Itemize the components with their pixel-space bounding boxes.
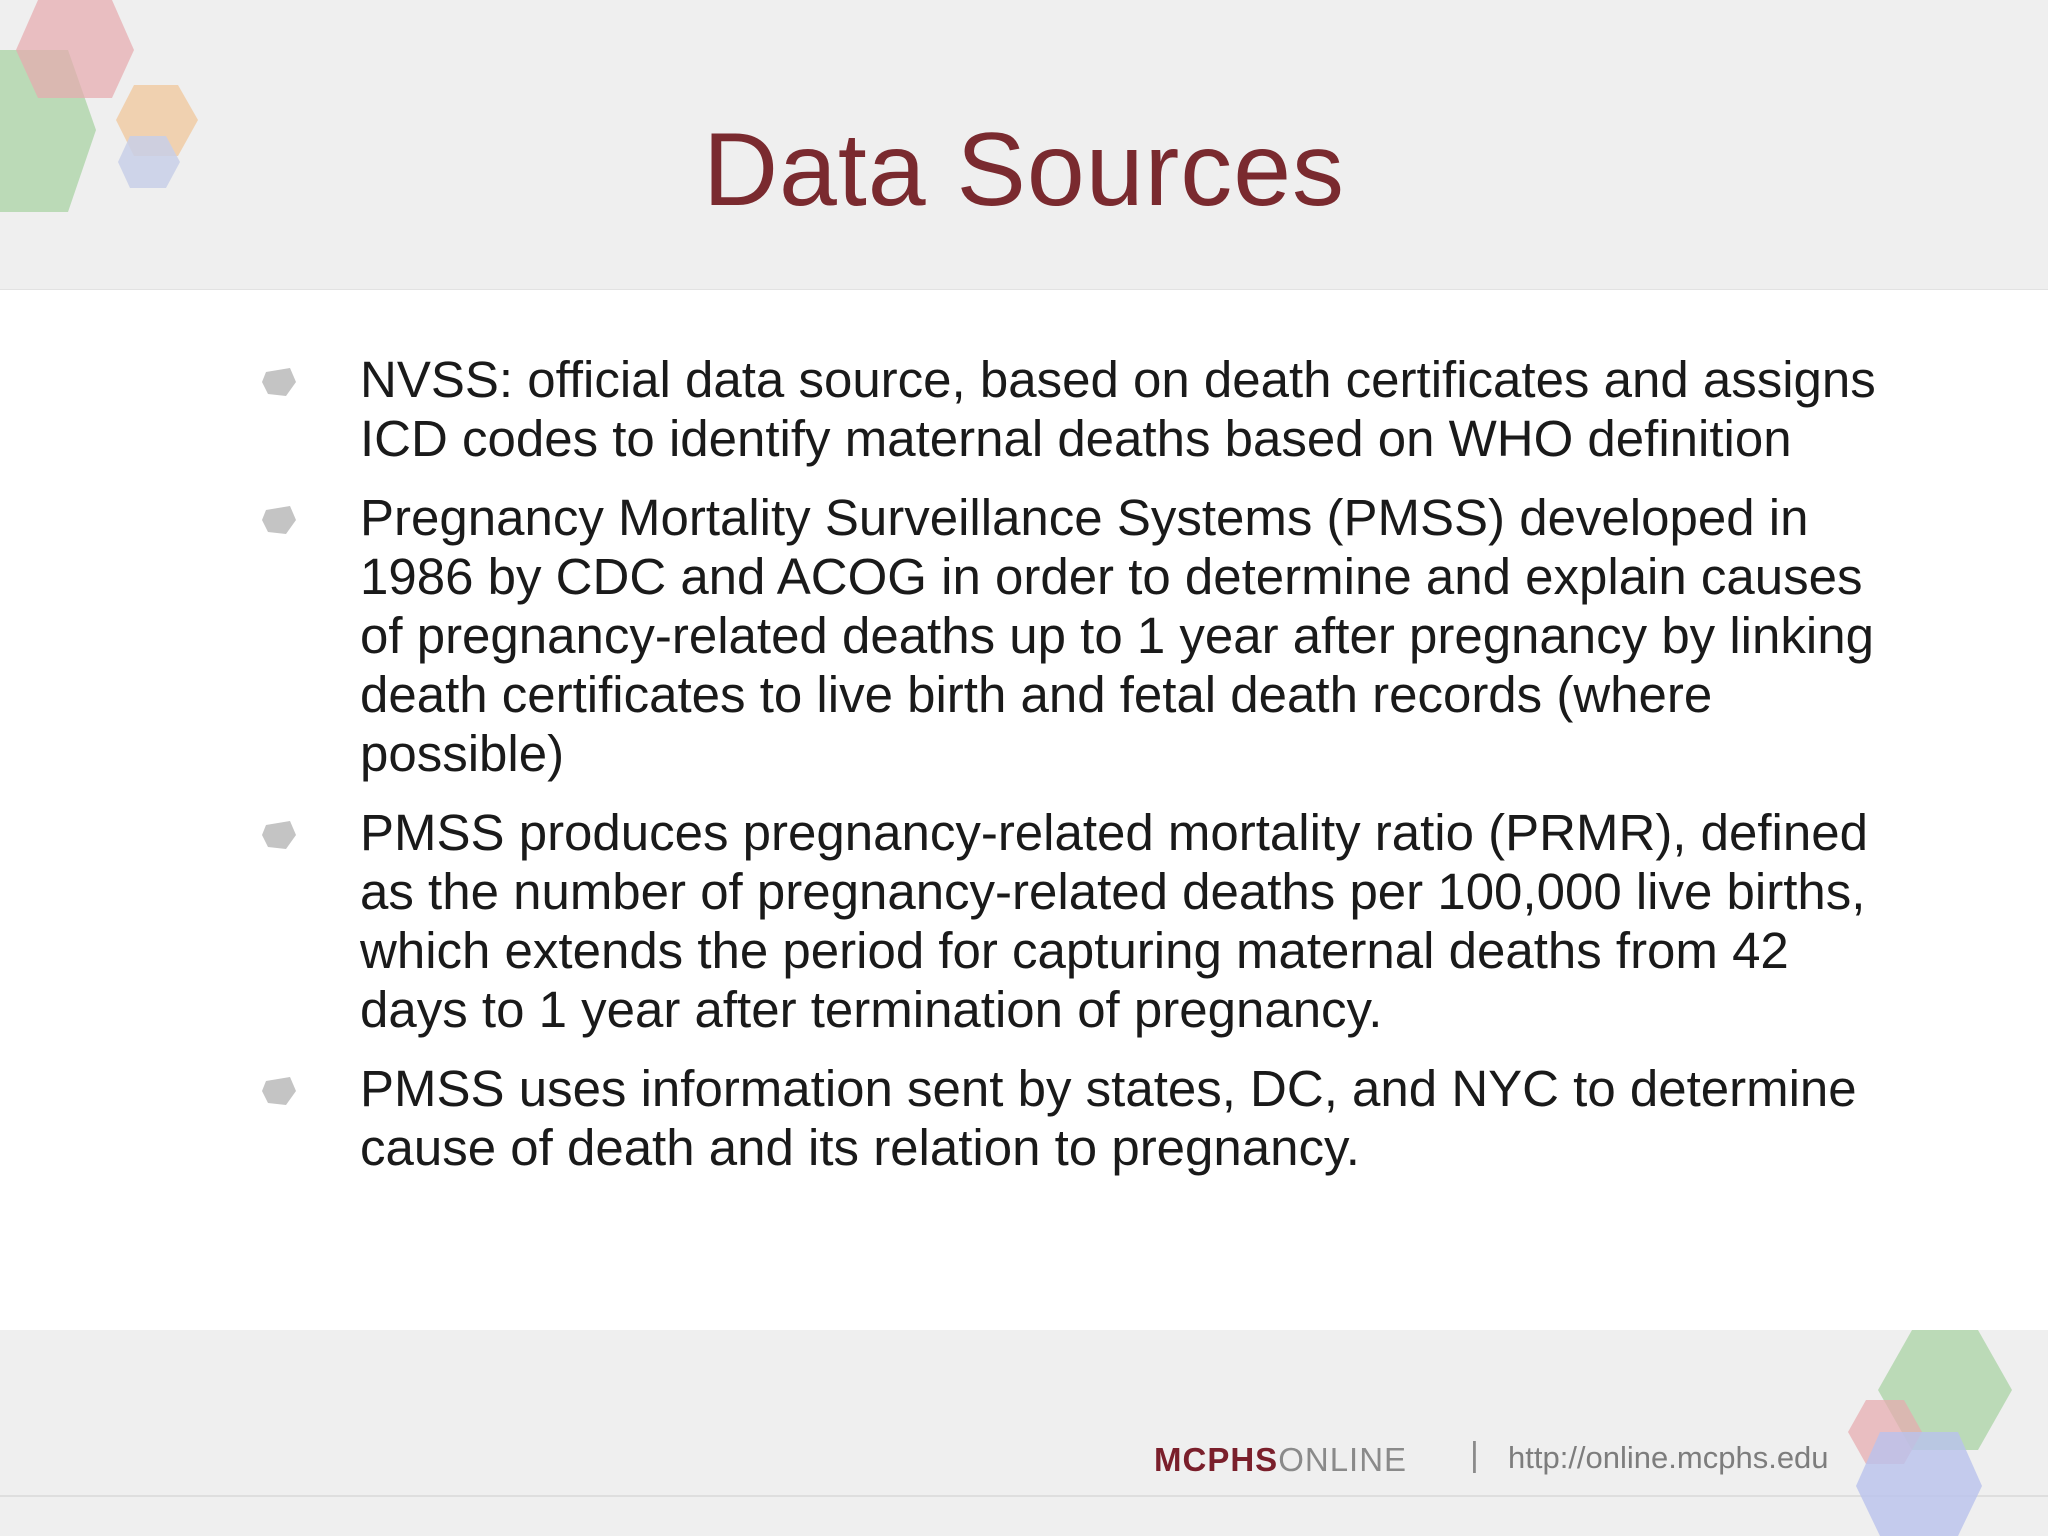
pentagon-bullet-icon <box>262 1075 296 1105</box>
bullet-item-pmss-info <box>262 1059 1882 1177</box>
pentagon-bullet-icon <box>262 504 296 534</box>
bullet-item-prmr <box>262 803 1882 1039</box>
pentagon-bullet-icon <box>262 819 296 849</box>
bullet-text: NVSS: official data source, based on death certificates and assigns ICD codes to identify maternal deaths based on WHO definition <box>360 351 1876 467</box>
footer-band <box>0 1330 2048 1536</box>
bullet-text: Pregnancy Mortality Surveillance Systems (PMSS) developed in 1986 by CDC and ACOG in order to determine and explain causes of pregnancy-related deaths up to 1 year after pregnancy by linking death certificates to live birth and fetal death records (where possible) <box>360 489 1874 782</box>
hexagon-pink <box>16 0 134 98</box>
slide-title: Data Sources <box>702 112 1346 228</box>
footer-separator: | <box>1470 1436 1479 1474</box>
bullet-item-pmss <box>262 488 1882 783</box>
bullet-item-nvss <box>262 350 1882 468</box>
bullet-text: PMSS uses information sent by states, DC, and NYC to determine cause of death and its relation to pregnancy. <box>360 1060 1857 1176</box>
mcphs-online-logo <box>1154 1438 1407 1482</box>
pentagon-bullet-icon <box>262 366 296 396</box>
footer-divider <box>0 1495 2048 1497</box>
bullet-list <box>262 350 1882 1197</box>
logo-online: ONLINE <box>1278 1441 1408 1478</box>
logo-mcphs: MCPHS <box>1154 1441 1279 1478</box>
footer-url-link[interactable]: http://online.mcphs.edu <box>1508 1440 1829 1475</box>
bullet-text: PMSS produces pregnancy-related mortality ratio (PRMR), defined as the number of pregnancy-related deaths per 100,000 live births, which extends the period for capturing maternal deaths from 42 days to 1 year after termination of pregnancy. <box>360 804 1868 1038</box>
